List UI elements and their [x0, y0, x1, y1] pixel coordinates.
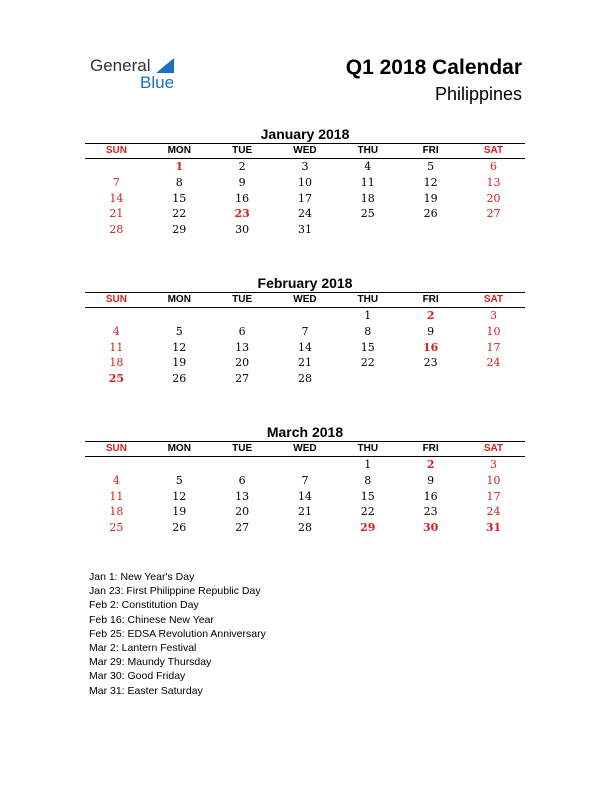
weekday-label: WED — [274, 293, 337, 308]
day-cell: 12 — [423, 175, 438, 189]
day-cell: 7 — [301, 324, 309, 338]
page-subtitle: Philippines — [434, 84, 522, 104]
day-cell: 4 — [112, 324, 120, 338]
day-cell — [148, 457, 211, 473]
month-title: January 2018 — [260, 126, 350, 142]
weekday-label: WED — [274, 442, 337, 457]
day-cell — [85, 308, 148, 324]
week-row — [85, 324, 525, 340]
day-cell: 16 — [422, 340, 439, 354]
day-cell: 28 — [109, 223, 124, 237]
day-cell: 27 — [235, 372, 250, 386]
day-cell: 23 — [234, 207, 250, 221]
day-cell: 4 — [112, 473, 120, 487]
day-cell: 5 — [175, 473, 183, 487]
page-title: Q1 2018 Calendar — [345, 56, 522, 79]
week-row — [85, 473, 525, 489]
day-cell — [399, 371, 462, 387]
day-cell — [85, 159, 148, 175]
day-cell — [399, 222, 462, 238]
weekday-label: FRI — [399, 442, 462, 457]
calendar-grid — [85, 292, 525, 387]
holiday-note: Mar 31: Easter Saturday — [89, 684, 203, 697]
holiday-note: Mar 30: Good Friday — [89, 670, 186, 683]
day-cell: 31 — [485, 521, 502, 535]
day-cell: 26 — [172, 521, 187, 535]
weekday-label: TUE — [211, 293, 274, 308]
weekday-label: MON — [148, 442, 211, 457]
generalblue-logo — [90, 56, 190, 96]
weekday-label: FRI — [399, 293, 462, 308]
day-cell: 22 — [172, 207, 187, 221]
day-cell: 15 — [172, 191, 187, 205]
day-cell — [462, 222, 525, 238]
weekday-label: SAT — [462, 293, 525, 308]
day-cell: 3 — [490, 309, 498, 322]
day-cell: 18 — [109, 356, 124, 370]
week-row — [85, 489, 525, 505]
day-cell: 14 — [297, 340, 312, 354]
day-cell: 5 — [175, 324, 183, 338]
weekday-label: THU — [336, 442, 399, 457]
week-row — [85, 371, 525, 387]
day-cell: 29 — [360, 521, 376, 535]
weekday-label: SAT — [462, 442, 525, 457]
day-cell: 19 — [423, 191, 438, 205]
day-cell: 7 — [301, 473, 309, 487]
holiday-note: Feb 16: Chinese New Year — [89, 613, 214, 626]
day-cell: 12 — [172, 489, 187, 503]
day-cell: 3 — [301, 160, 309, 173]
day-cell: 11 — [360, 175, 375, 189]
day-cell: 18 — [109, 505, 124, 519]
day-cell — [274, 457, 337, 473]
day-cell: 9 — [427, 324, 435, 338]
holiday-note: Mar 29: Maundy Thursday — [89, 656, 212, 669]
day-cell: 30 — [235, 223, 250, 237]
week-row — [85, 520, 525, 536]
day-cell: 6 — [490, 160, 498, 173]
day-cell: 13 — [486, 175, 501, 189]
day-cell: 2 — [426, 309, 435, 322]
day-cell: 28 — [297, 521, 312, 535]
weekday-label: TUE — [211, 144, 274, 159]
weekday-header-row — [85, 293, 525, 308]
day-cell: 21 — [297, 356, 312, 370]
logo-triangle-icon — [156, 58, 174, 73]
day-cell: 11 — [109, 489, 124, 503]
holiday-note: Jan 23: First Philippine Republic Day — [89, 585, 261, 598]
weekday-label: MON — [148, 293, 211, 308]
day-cell: 26 — [423, 207, 438, 221]
week-row — [85, 340, 525, 356]
day-cell — [336, 222, 399, 238]
day-cell: 21 — [297, 505, 312, 519]
day-cell: 6 — [238, 324, 246, 338]
weekday-label: SAT — [462, 144, 525, 159]
day-cell: 9 — [427, 473, 435, 487]
day-cell: 23 — [423, 505, 438, 519]
day-cell: 29 — [172, 223, 187, 237]
day-cell: 1 — [364, 309, 372, 322]
day-cell: 17 — [486, 340, 501, 354]
weekday-header-row — [85, 144, 525, 159]
week-row — [85, 159, 525, 175]
day-cell: 14 — [109, 191, 124, 205]
day-cell: 24 — [486, 505, 501, 519]
day-cell: 27 — [235, 521, 250, 535]
holiday-note: Mar 2: Lantern Festival — [89, 642, 197, 655]
day-cell: 24 — [297, 207, 312, 221]
day-cell: 19 — [172, 356, 187, 370]
day-cell: 16 — [235, 191, 250, 205]
day-cell: 17 — [486, 489, 501, 503]
day-cell: 25 — [360, 207, 375, 221]
day-cell: 1 — [175, 160, 184, 173]
weekday-label: THU — [336, 144, 399, 159]
day-cell: 20 — [235, 356, 250, 370]
day-cell: 19 — [172, 505, 187, 519]
day-cell: 2 — [238, 160, 246, 173]
weekday-label: WED — [274, 144, 337, 159]
logo-text-blue: Blue — [140, 73, 175, 92]
day-cell: 15 — [360, 489, 375, 503]
day-cell: 25 — [109, 521, 124, 535]
day-cell: 18 — [360, 191, 375, 205]
day-cell: 15 — [360, 340, 375, 354]
week-row — [85, 504, 525, 520]
month-march — [85, 423, 525, 536]
day-cell: 24 — [486, 356, 501, 370]
day-cell: 21 — [109, 207, 124, 221]
day-cell: 10 — [486, 473, 501, 487]
week-row — [85, 355, 525, 371]
weekday-label: THU — [336, 293, 399, 308]
holiday-note: Jan 1: New Year's Day — [89, 571, 195, 583]
week-row — [85, 457, 525, 473]
weekday-header-row — [85, 442, 525, 457]
week-row — [85, 222, 525, 238]
week-row — [85, 175, 525, 191]
day-cell: 25 — [108, 372, 125, 386]
day-cell: 1 — [364, 458, 372, 471]
day-cell: 26 — [172, 372, 187, 386]
day-cell — [211, 457, 274, 473]
day-cell: 27 — [486, 207, 501, 221]
day-cell: 10 — [486, 324, 501, 338]
day-cell: 8 — [175, 175, 183, 189]
weekday-label: SUN — [85, 144, 148, 159]
logo-text-general: General — [90, 56, 151, 75]
week-row — [85, 308, 525, 324]
day-cell — [274, 308, 337, 324]
day-cell: 28 — [297, 372, 312, 386]
week-row — [85, 206, 525, 222]
day-cell — [211, 308, 274, 324]
day-cell: 5 — [427, 160, 435, 173]
day-cell: 13 — [235, 340, 250, 354]
day-cell: 20 — [486, 191, 501, 205]
day-cell: 17 — [297, 191, 312, 205]
weekday-label: MON — [148, 144, 211, 159]
day-cell: 9 — [238, 175, 246, 189]
weekday-label: SUN — [85, 442, 148, 457]
day-cell: 22 — [360, 356, 375, 370]
calendar-grid — [85, 441, 525, 536]
day-cell: 16 — [423, 489, 438, 503]
day-cell: 20 — [235, 505, 250, 519]
day-cell: 12 — [172, 340, 187, 354]
day-cell: 11 — [109, 340, 124, 354]
holiday-note: Feb 25: EDSA Revolution Anniversary — [89, 627, 266, 640]
weekday-label: FRI — [399, 144, 462, 159]
day-cell — [148, 308, 211, 324]
day-cell: 31 — [297, 223, 312, 237]
weekday-label: SUN — [85, 293, 148, 308]
day-cell: 3 — [490, 458, 498, 471]
day-cell — [336, 371, 399, 387]
week-row — [85, 191, 525, 207]
month-title: March 2018 — [266, 424, 344, 440]
month-february — [85, 274, 525, 387]
day-cell: 6 — [238, 473, 246, 487]
day-cell: 10 — [297, 175, 312, 189]
day-cell: 2 — [426, 458, 435, 471]
month-january — [85, 125, 525, 238]
day-cell — [462, 371, 525, 387]
day-cell — [85, 457, 148, 473]
day-cell: 30 — [422, 521, 439, 535]
day-cell: 4 — [364, 160, 372, 173]
weekday-label: TUE — [211, 442, 274, 457]
day-cell: 7 — [112, 175, 120, 189]
holiday-list — [89, 570, 266, 698]
month-title: February 2018 — [257, 275, 353, 291]
calendar-grid — [85, 143, 525, 238]
day-cell: 8 — [364, 324, 372, 338]
day-cell: 14 — [297, 489, 312, 503]
day-cell: 8 — [364, 473, 372, 487]
holiday-note: Feb 2: Constitution Day — [89, 599, 199, 612]
day-cell: 13 — [235, 489, 250, 503]
day-cell: 22 — [360, 505, 375, 519]
day-cell: 23 — [423, 356, 438, 370]
